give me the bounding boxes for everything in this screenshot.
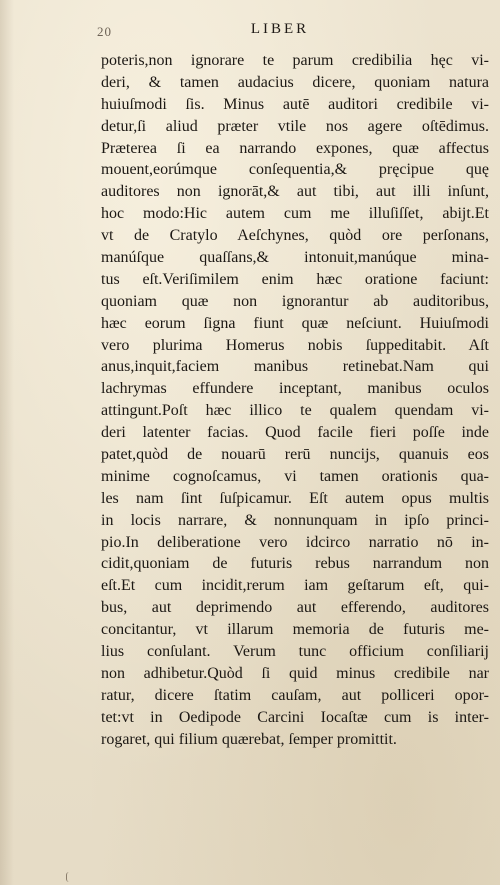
margin-mark (66, 872, 73, 882)
text-line: tus eſt.Veriſimilem enim hæc oratione faciunt: (101, 270, 489, 288)
text-line: vero plurima Homerus nobis ſuppeditabit. Aſt (101, 336, 489, 354)
text-line: les nam ſint ſuſpicamur. Eſt autem opus multis (101, 489, 489, 507)
text-line: eſt.Et cum incidit,rerum iam geſtarum eſt, qui- (101, 577, 489, 595)
text-line: non adhibetur.Quòd ſi quid minus credibile nar (101, 664, 489, 682)
text-line: poteris,non ignorare te parum credibilia hęc vi- (101, 52, 489, 69)
text-line: hæc eorum ſigna fiunt quæ neſciunt. Huiuſmodi (101, 314, 489, 332)
page-number: 20 (97, 24, 112, 39)
text-line: huiuſmodi ſis. Minus autē auditori credibile vi- (101, 95, 489, 113)
text-line: anus,inquit,faciem manibus retinebat.Nam qui (101, 358, 489, 376)
text-line: cidit,quoniam de futuris rebus narrandum non (101, 555, 489, 573)
text-line: patet,quòd de nouarū rerū nuncijs, quanuis eos (101, 446, 489, 464)
text-line: pio.In deliberatione vero idcirco narratio nō in- (101, 533, 489, 551)
text-line: lius conſulant. Verum tunc officium conſiliarij (101, 643, 489, 661)
text-line: concitantur, vt illarum memoria de futuris me- (101, 621, 489, 639)
text-line: manúſque quaſſans,& intonuit,manúque mina- (101, 249, 489, 267)
text-line: auditores non ignorāt,& aut tibi, aut illi inſunt, (101, 183, 489, 201)
text-line: attingunt.Poſt hæc illico te qualem quendam vi- (101, 402, 489, 420)
text-line: mouent,eorúmque conſequentia,& pręcipue quę (101, 161, 489, 179)
text-line: hoc modo:Hic autem cum me illuſiſſet, abijt.Et (101, 205, 489, 223)
text-line: deri, & tamen audacius dicere, quoniam natura (101, 73, 489, 91)
text-line: rogaret, qui filium quærebat, ſemper promittit. (101, 730, 397, 748)
text-line: tet:vt in Oedipode Carcini Iocaſtæ cum is inter- (101, 708, 489, 726)
text-block (101, 50, 489, 751)
text-line: lachrymas effundere inceptant, manibus oculos (101, 380, 489, 398)
text-line: Præterea ſi ea narrando expones, quæ affectus (101, 139, 489, 157)
gutter-shadow (0, 0, 14, 885)
text-line: quoniam quæ non ignorantur ab auditoribus, (101, 292, 489, 310)
text-line: bus, aut deprimendo aut efferendo, auditores (101, 599, 489, 617)
text-line: detur,ſi aliud præter vtile nos agere oſtēdimus. (101, 117, 489, 135)
text-line: in locis narrare, & nonnunquam in ipſo princi- (101, 511, 489, 529)
text-line: minime cognoſcamus, vi tamen orationis qua- (101, 467, 489, 485)
text-line: ratur, dicere ſtatim cauſam, aut polliceri opor- (101, 686, 489, 704)
running-head: LIBER (250, 21, 310, 37)
text-line: vt de Cratylo Aeſchynes, quòd ore perſonans, (101, 227, 489, 245)
text-line: deri latenter facias. Quod facile fieri poſſe inde (101, 424, 489, 442)
